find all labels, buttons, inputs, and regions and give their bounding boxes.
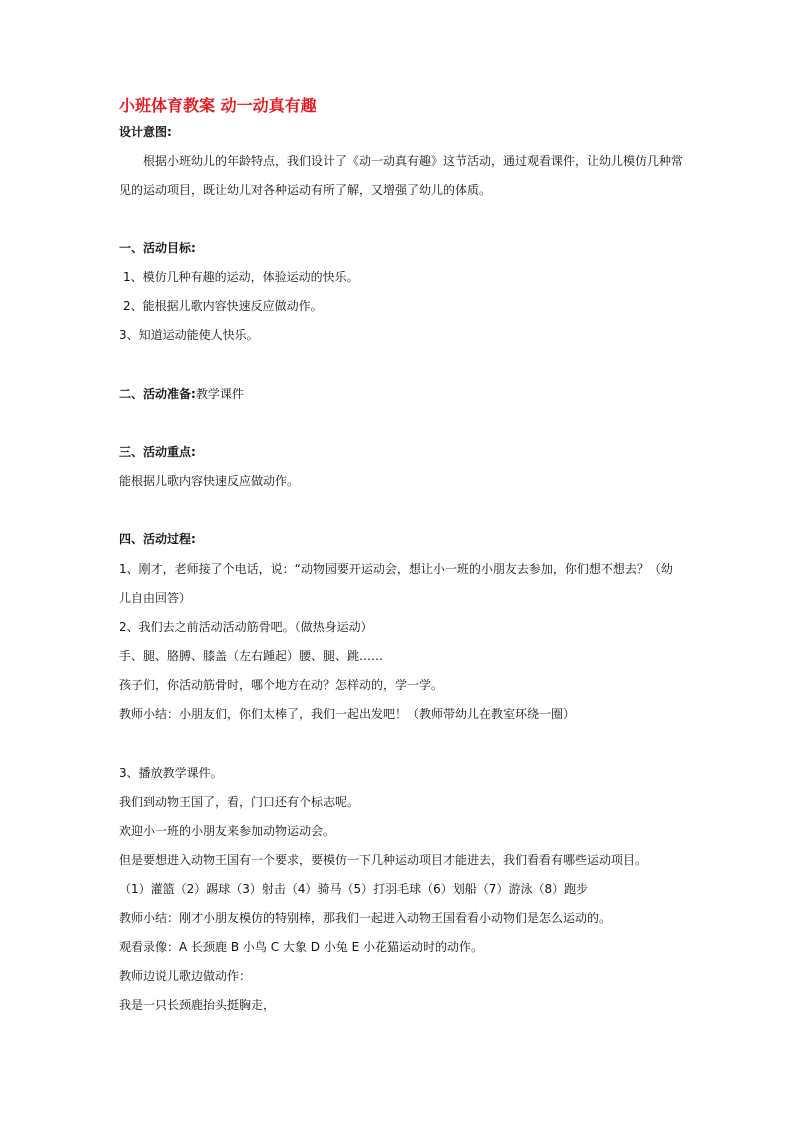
step3-line-2: 我们到动物王国了，看，门口还有个标志呢。	[119, 795, 360, 809]
step3-line-8: 教师边说儿歌边做动作：	[119, 969, 252, 983]
preparation-text: 教学课件	[195, 387, 244, 401]
step3-line-3: 欢迎小一班的小朋友来参加动物运动会。	[119, 824, 336, 838]
preparation-line	[119, 386, 244, 402]
step3-line-9: 我是一只长颈鹿抬头挺胸走，	[119, 998, 276, 1012]
process-line-5: 孩子们，你活动筋骨时，哪个地方在动？怎样动的，学一学。	[119, 678, 444, 692]
goals-heading: 一、活动目标:	[119, 241, 196, 255]
preparation-heading: 二、活动准备:	[119, 387, 196, 401]
process-line-6: 教师小结：小朋友们，你们太棒了，我们一起出发吧！（教师带幼儿在教室环绕一圈）	[119, 707, 576, 721]
step3-line-5: （1）灌篮（2）踢球（3）射击（4）骑马（5）打羽毛球（6）划船（7）游泳（8）跑步	[119, 882, 589, 896]
design-intent-heading: 设计意图:	[119, 125, 172, 139]
focus-text: 能根据儿歌内容快速反应做动作。	[119, 474, 300, 488]
process-heading: 四、活动过程:	[119, 532, 196, 546]
step3-line-1: 3、播放教学课件。	[119, 766, 223, 780]
goal-item-3: 3、知道运动能使人快乐。	[119, 328, 259, 342]
step3-line-7: 观看录像：A 长颈鹿 B 小鸟 C 大象 D 小兔 E 小花猫运动时的动作。	[119, 940, 483, 954]
design-intent-text-line-1: 根据小班幼儿的年龄特点，我们设计了《动一动真有趣》这节活动，通过观看课件，让幼儿模仿几种常	[143, 154, 684, 168]
process-line-2: 儿自由回答）	[119, 591, 192, 605]
process-line-4: 手、腿、胳膊、膝盖（左右踵起）腰、腿、跳……	[119, 649, 384, 663]
focus-heading: 三、活动重点:	[119, 445, 196, 459]
design-intent-text-line-2: 见的运动项目，既让幼儿对各种运动有所了解，又增强了幼儿的体质。	[119, 183, 492, 197]
process-line-3: 2、我们去之前活动活动筋骨吧。（做热身运动）	[119, 620, 373, 634]
document-title: 小班体育教案 动一动真有趣	[119, 96, 317, 115]
goal-item-1: 1、模仿几种有趣的运动，体验运动的快乐。	[123, 270, 359, 284]
step3-line-6: 教师小结：刚才小朋友模仿的特别棒，那我们一起进入动物王国看看小动物们是怎么运动的。	[119, 911, 612, 925]
step3-line-4: 但是要想进入动物王国有一个要求，要模仿一下几种运动项目才能进去，我们看看有哪些运动项目。	[119, 853, 648, 867]
goal-item-2: 2、能根据儿歌内容快速反应做动作。	[123, 299, 323, 313]
process-line-1: 1、刚才，老师接了个电话，说：“动物园要开运动会，想让小一班的小朋友去参加，你们想不想去？（幼	[119, 562, 673, 576]
